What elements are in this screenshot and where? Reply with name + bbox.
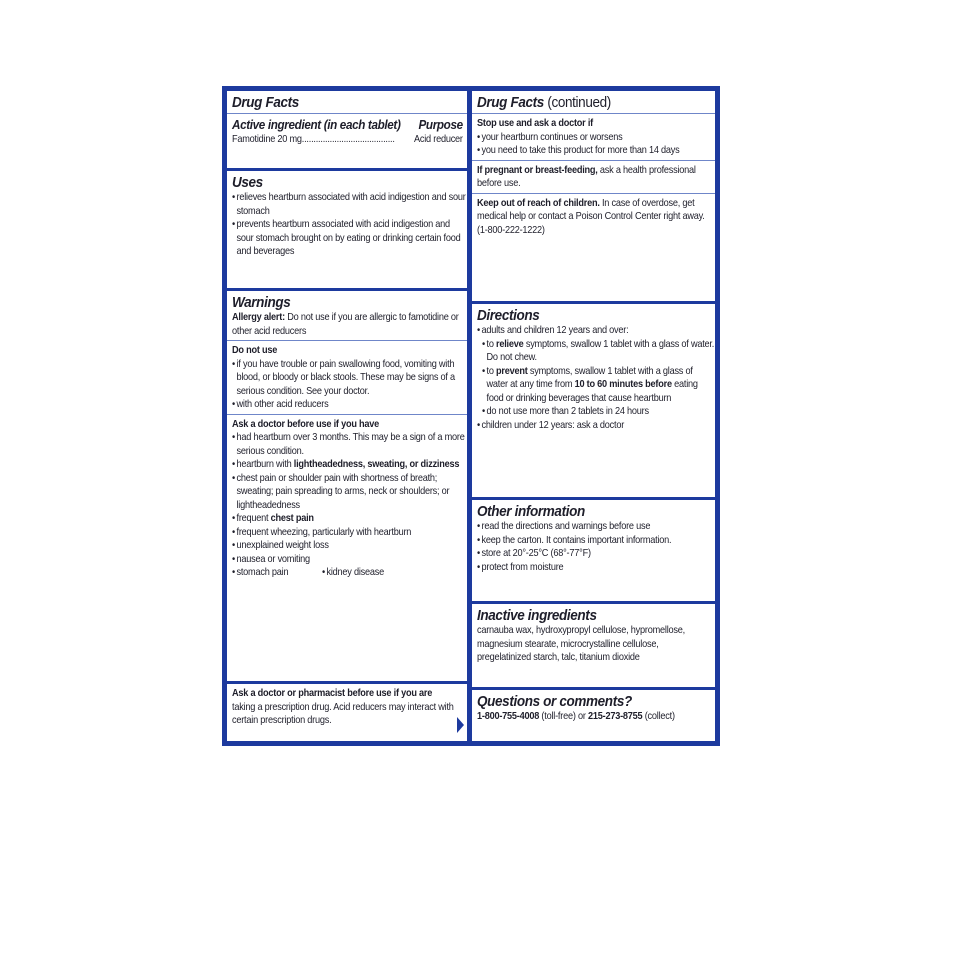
stop-use-item: • your heartburn continues or worsens: [477, 131, 715, 145]
divider: [472, 193, 715, 194]
directions-heading: Directions: [477, 307, 540, 324]
other-info-item: • read the directions and warnings before use: [477, 520, 715, 534]
divider: [472, 113, 715, 114]
directions-panel: [472, 304, 715, 497]
direction-text: eating food or drinking beverages that cause heartburn: [486, 379, 698, 404]
drug-facts-title: Drug Facts: [477, 94, 544, 111]
direction-item: • adults and children 12 years and over:: [477, 324, 715, 338]
ask-doctor-item: [232, 512, 467, 526]
do-not-use-heading: Do not use: [232, 345, 278, 356]
uses-heading: Uses: [232, 174, 263, 191]
questions-panel: [472, 690, 715, 741]
ask-doctor-item: • had heartburn over 3 months. This may be a sign of a more serious condition.: [232, 431, 467, 458]
active-ingredient-panel: [227, 91, 467, 168]
direction-text: to: [486, 338, 497, 350]
questions-phone-line: [477, 710, 711, 724]
direction-bold: relieve: [496, 338, 524, 350]
drug-facts-label: [222, 86, 720, 746]
inactive-ingredients-heading: Inactive ingredients: [477, 607, 597, 624]
divider: [472, 160, 715, 161]
collect-note: (collect): [642, 711, 675, 722]
warnings-heading: Warnings: [232, 294, 291, 311]
stop-use-panel: [472, 91, 715, 301]
pharmacist-panel: [227, 684, 467, 741]
ask-doctor-heading: Ask a doctor before use if you have: [232, 418, 380, 430]
ask-doctor-item: • kidney disease: [322, 566, 384, 580]
direction-item: • do not use more than 2 tablets in 24 hours: [482, 405, 715, 419]
allergy-alert-label: Allergy alert:: [232, 312, 285, 323]
pregnancy-warning-text: ask a health professional before use.: [477, 164, 696, 189]
warnings-panel: [227, 291, 467, 681]
ask-doctor-item: • unexplained weight loss: [232, 539, 467, 553]
ask-doctor-item: [232, 458, 467, 472]
ingredient-name: Famotidine 20 mg: [232, 134, 302, 145]
questions-heading: Questions or comments?: [477, 693, 632, 710]
direction-text: symptoms, swallow 1 tablet with a glass of water at any time from: [486, 365, 693, 390]
divider: [227, 414, 467, 415]
keep-out-text: In case of overdose, get medical help or contact a Poison Control Center right away. (1-800-222-1222): [477, 197, 705, 236]
direction-text: symptoms, swallow 1 tablet with a glass of water. Do not chew.: [486, 338, 715, 363]
other-information-heading: Other information: [477, 503, 585, 520]
active-ingredient-row: [232, 133, 463, 147]
toll-free-note: (toll-free) or: [539, 711, 588, 722]
ask-doctor-item-text: heartburn with: [236, 459, 294, 470]
other-info-item: • store at 20°-25°C (68°-77°F): [477, 547, 715, 561]
ask-doctor-item-text: frequent: [236, 513, 271, 524]
collect-phone: 215-273-8755: [587, 711, 643, 722]
do-not-use-item: • if you have trouble or pain swallowing food, vomiting with blood, or bloody or black stools. These may be signs of a serious condition. See your doctor.: [232, 358, 467, 399]
direction-text: to: [486, 365, 497, 377]
ask-doctor-item: • frequent wheezing, particularly with heartburn: [232, 526, 467, 540]
use-item: • relieves heartburn associated with acid indigestion and sour stomach: [232, 191, 467, 218]
pregnancy-warning-label: If pregnant or breast-feeding,: [477, 164, 598, 176]
keep-out-warning: [477, 197, 711, 238]
direction-item: • children under 12 years: ask a doctor: [477, 419, 715, 433]
divider: [227, 340, 467, 341]
stop-use-heading: Stop use and ask a doctor if: [477, 118, 593, 129]
allergy-alert: [232, 311, 463, 338]
direction-item: [482, 338, 715, 365]
other-info-item: • protect from moisture: [477, 561, 715, 575]
use-item: • prevents heartburn associated with acid indigestion and sour stomach brought on by eating or drinking certain food and beverages: [232, 218, 467, 259]
purpose-heading: Purpose: [418, 117, 463, 132]
left-column: [227, 91, 467, 741]
ask-doctor-item: • chest pain or shoulder pain with shortness of breath; sweating; pain spreading to arms, neck or shoulders; or lightheadedness: [232, 472, 467, 513]
direction-item: [482, 365, 715, 406]
ask-doctor-item: • nausea or vomiting: [232, 553, 467, 567]
ask-doctor-item-bold: lightheadedness, sweating, or dizziness: [293, 459, 460, 470]
ask-doctor-item-pair: [232, 566, 463, 580]
pregnancy-warning: [477, 164, 711, 191]
active-ingredient-heading: Active ingredient (in each tablet): [232, 117, 401, 132]
do-not-use-item: • with other acid reducers: [232, 398, 467, 412]
direction-bold: prevent: [496, 365, 528, 377]
inactive-ingredients-text: carnauba wax, hydroxypropyl cellulose, hypromellose, magnesium stearate, microcrystalline cellulose, pregelatinized starch, talc, titanium dioxide: [477, 625, 685, 663]
ask-doctor-item: • stomach pain: [232, 566, 322, 580]
direction-bold: 10 to 60 minutes before: [574, 379, 672, 390]
right-column: [472, 91, 715, 741]
uses-panel: [227, 171, 467, 288]
pharmacist-text: taking a prescription drug. Acid reducers may interact with certain prescription drugs.: [232, 701, 454, 726]
active-ingredient-header: [232, 117, 463, 133]
drug-facts-continued-title: [477, 94, 688, 111]
other-info-item: • keep the carton. It contains important information.: [477, 534, 715, 548]
toll-free-phone: 1-800-755-4008: [477, 711, 540, 722]
keep-out-label: Keep out of reach of children.: [477, 197, 600, 209]
leader-dots: ........................................: [301, 134, 395, 145]
continued-label: (continued): [543, 94, 611, 111]
ask-doctor-item-bold: chest pain: [270, 513, 314, 524]
inactive-ingredients-panel: [472, 604, 715, 687]
stop-use-item: • you need to take this product for more than 14 days: [477, 144, 715, 158]
drug-facts-title: Drug Facts: [232, 94, 299, 111]
pharmacist-heading: Ask a doctor or pharmacist before use if you are: [232, 688, 433, 699]
continue-arrow-icon: [457, 717, 464, 733]
allergy-alert-text: Do not use if you are allergic to famotidine or other acid reducers: [232, 312, 459, 337]
divider: [227, 113, 467, 114]
ingredient-purpose: Acid reducer: [413, 134, 463, 145]
other-information-panel: [472, 500, 715, 601]
